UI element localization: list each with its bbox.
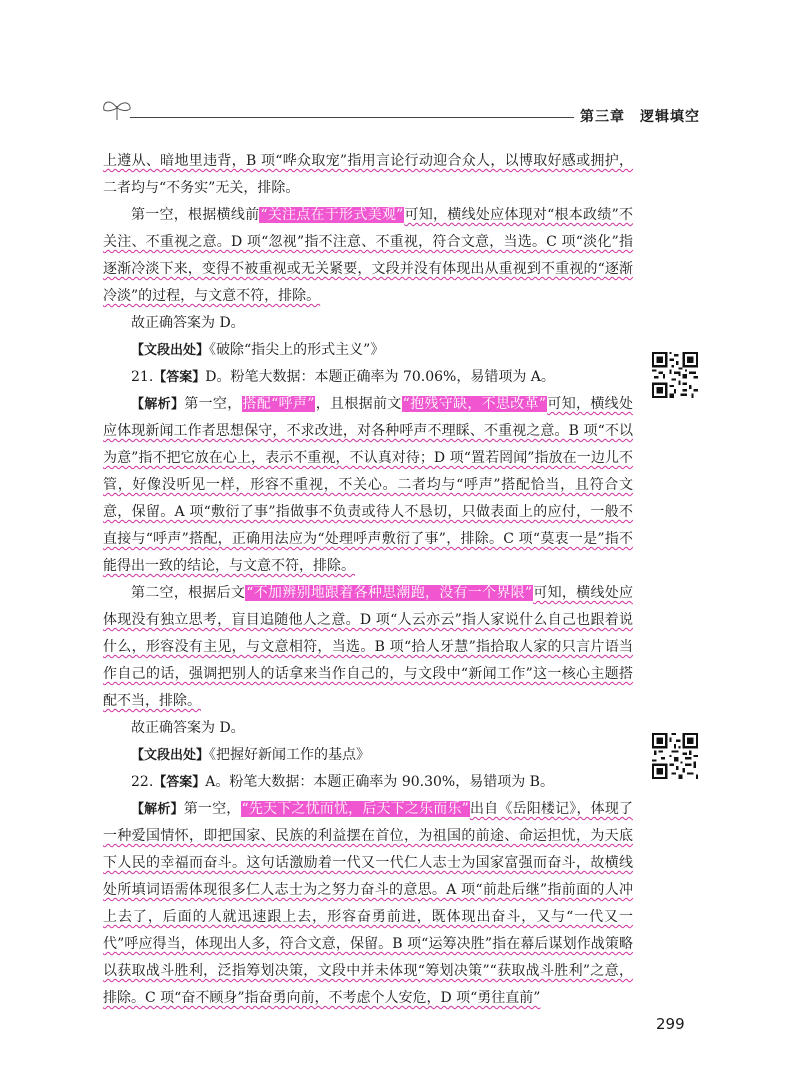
paragraph: 第一空，根据横线前“关注点在于形式美观”可知，横线处应体现对“根本政绩”不关注、不重视之意。D 项“忽视”指不注意、不重视，符合文意，当选。C 项“淡化”指逐渐冷淡下来，变得不被重视或无关紧要，文段并没有体现出从重视到不重视的“逐渐冷淡”的过程，与文意不符，排除。	[103, 207, 633, 304]
highlight: “关注点在于形式美观”	[260, 207, 404, 223]
page-number: 299	[656, 1015, 685, 1033]
highlight: “抱残守缺，不思改革”	[402, 396, 547, 412]
question-21-analysis-2: 第二空，根据后文“不加辨别地跟着各种思潮跑，没有一个界限”可知，横线处应体现没有独立思考，盲目追随他人之意。D 项“人云亦云”指人家说什么自己也跟着说什么，形容没有主见，与文意相符，当选。B 项“拾人牙慧”指拾取人家的只言片语当作自己的话，强调把别人的话拿来当作自己的，与文段中“新闻工作”这一核心主题搭配不当，排除。	[103, 585, 633, 709]
question-21-analysis: 【解析】第一空，搭配“呼声”，且根据前文“抱残守缺，不思改革”可知，横线处应体现新闻工作者思想保守，不求改进，对各种呼声不理睬、不重视之意。B 项“不以为意”指不把它放在心上，表示不重视，不认真对待；D 项“置若罔闻”指放在一边儿不管，好像没听见一样，形容不重视，不关心。二者均与“呼声”搭配恰当，且符合文意，保留。A 项“敷衍了事”指做事不负责或待人不恳切，只做表面上的应付，一般不直接与“呼声”搭配，正确用法应为“处理呼声敷衍了事”，排除。C 项“莫衷一是”指不能得出一致的结论，与文意不符，排除。	[103, 396, 633, 574]
page-body	[103, 148, 633, 1012]
sprout-leaf-icon	[100, 96, 134, 122]
chapter-title: 第三章 逻辑填空	[574, 106, 700, 126]
question-21-answer: 21.【答案】D。粉笔大数据：本题正确率为 70.06%，易错项为 A。	[131, 369, 555, 385]
highlight: “先天下之忧而忧，后天下之乐而乐”	[241, 801, 469, 817]
question-22-analysis: 【解析】第一空，“先天下之忧而忧，后天下之乐而乐”出自《岳阳楼记》，体现了一种爱国情怀，即把国家、民族的利益摆在首位，为祖国的前途、命运担忧，为天底下人民的幸福而奋斗。这句话激励着一代又一代仁人志士为国家富强而奋斗，故横线处所填词语需体现很多仁人志士为之努力奋斗的意思。A 项“前赴后继”指前面的人冲上去了，后面的人就迅速跟上去，形容奋勇前进，既体现出奋斗，又与“一代又一代”呼应得当，体现出人多，符合文意，保留。B 项“运筹决胜”指在幕后谋划作战策略以获取战斗胜利，泛指筹划决策，文段中并未体现“筹划决策”“获取战斗胜利”之意，排除。C 项“奋不顾身”指奋勇向前，不考虑个人安危，D 项“勇往直前”	[103, 801, 633, 1006]
qr-code-icon[interactable]	[652, 352, 698, 398]
running-header	[100, 96, 700, 136]
highlight: “不加辨别地跟着各种思潮跑，没有一个界限”	[246, 585, 533, 601]
question-22-answer: 22.【答案】A。粉笔大数据：本题正确率为 90.30%，易错项为 B。	[131, 774, 554, 790]
qr-code-icon[interactable]	[652, 733, 698, 779]
highlight: 搭配“呼声”	[242, 396, 315, 412]
answer-line: 故正确答案为 D。	[131, 315, 245, 331]
source-line: 【文段出处】《破除“指尖上的形式主义”》	[131, 342, 385, 358]
paragraph: 上遵从、暗地里违背，B 项“哗众取宠”指用言论行动迎合众人，以博取好感或拥护，二者均与“不务实”无关，排除。	[103, 153, 633, 196]
source-line: 【文段出处】《把握好新闻工作的基点》	[131, 747, 371, 763]
answer-line: 故正确答案为 D。	[131, 720, 245, 736]
